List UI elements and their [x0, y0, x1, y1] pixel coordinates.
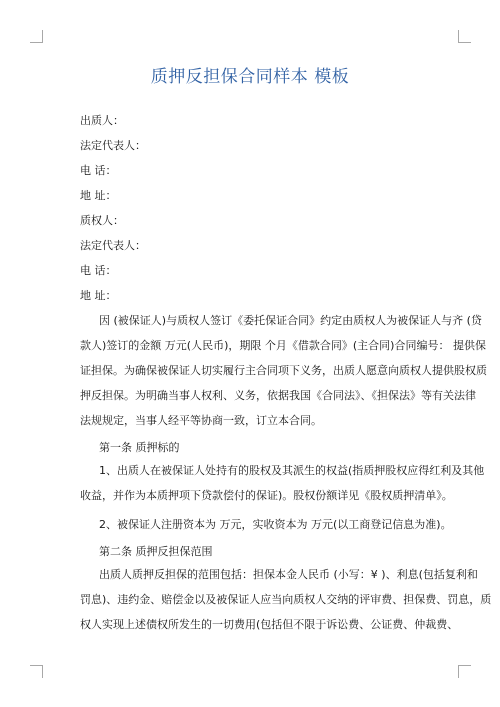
- article1-item1: [80, 458, 485, 508]
- field-pledgor: 出质人：: [80, 114, 124, 127]
- article1-item2-line: 2、被保证人注册资本为 万元，实收资本为 万元(以工商登记信息为准)。: [99, 518, 452, 531]
- field-pledgee-legal-rep: 法定代表人：: [80, 239, 146, 252]
- preamble-line: 证担保。为确保被保证人切实履行主合同项下义务，出质人愿意向质权人提供股权质: [80, 364, 487, 377]
- article2-line: 出质人质押反担保的范围包括：担保本金人民币 (小写：¥ )、利息(包括复利和: [99, 568, 478, 581]
- article1-item2: [99, 512, 452, 537]
- article2-line: 罚息)、违约金、赔偿金以及被保证人应当向质权人交纳的评审费、担保费、罚息，质: [80, 593, 492, 606]
- field-pledgor-address: 地 址：: [80, 189, 117, 202]
- crop-mark-top-left: [30, 30, 43, 43]
- field-pledgee-phone: 电 话：: [80, 264, 117, 277]
- article1-item1-line: 1、出质人在被保证人处持有的股权及其派生的权益(指质押股权应得红利及其他: [99, 464, 485, 477]
- article2-line: 权人实现上述债权所发生的一切费用(包括但不限于诉讼费、公证费、仲裁费、: [80, 618, 459, 631]
- preamble-line: 款人)签订的金额 万元(人民币)，期限 个月《借款合同》(主合同)合同编号： 提供保: [80, 339, 486, 352]
- preamble-line: 押反担保。为明确当事人权利、义务，依据我国《合同法》、《担保法》等有关法律: [80, 389, 476, 402]
- preamble-line: 法规规定，当事人经平等协商一致，订立本合同。: [80, 414, 322, 427]
- preamble-line: 因 (被保证人)与质权人签订《委托保证合同》约定由质权人为被保证人与齐 (贷: [99, 314, 482, 327]
- document-title: 质押反担保合同样本 模板: [150, 67, 350, 87]
- field-pledgee-address: 地 址：: [80, 289, 117, 302]
- article1-item1-line: 收益，并作为本质押项下贷款偿付的保证)。股权份额详见《股权质押清单》。: [80, 489, 453, 502]
- crop-mark-bottom-left: [30, 665, 43, 678]
- article1-heading: 第一条 质押标的: [99, 441, 180, 454]
- preamble-paragraph: [80, 308, 487, 433]
- field-pledgor-phone: 电 话：: [80, 164, 117, 177]
- field-pledgor-legal-rep: 法定代表人：: [80, 139, 146, 152]
- article2-paragraph: [80, 562, 492, 637]
- crop-mark-bottom-right: [458, 665, 471, 678]
- field-pledgee: 质权人：: [80, 214, 124, 227]
- crop-mark-top-right: [458, 30, 471, 43]
- article2-heading: 第二条 质押反担保范围: [99, 545, 213, 558]
